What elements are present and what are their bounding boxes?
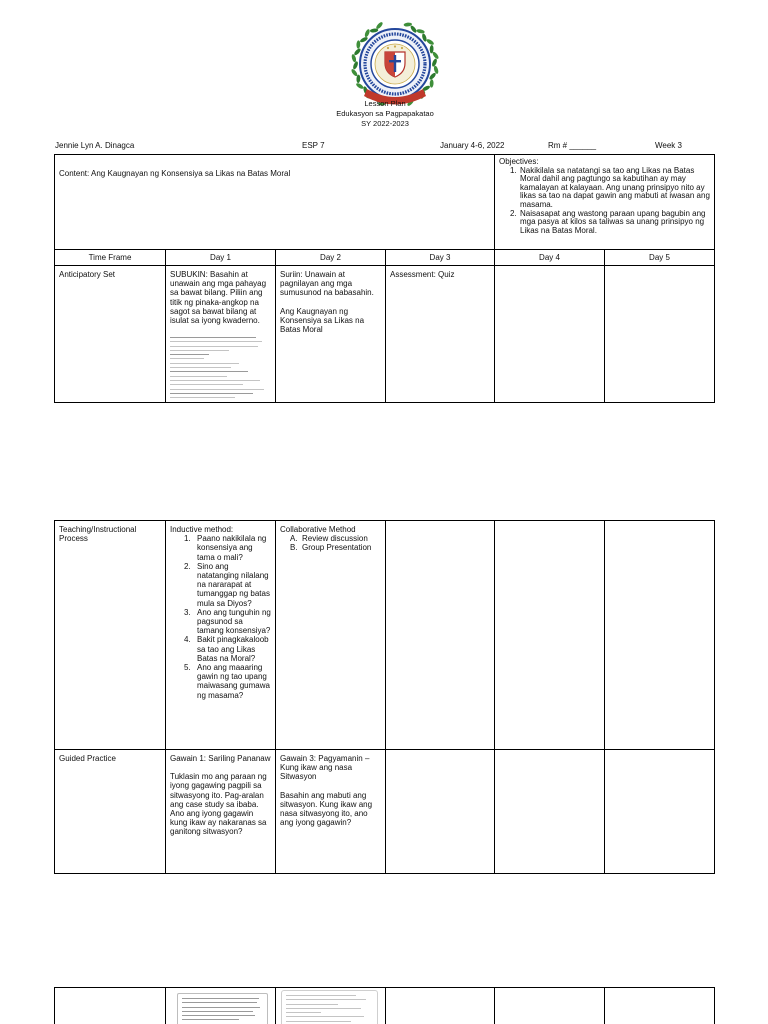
objective-number: 2. — [510, 208, 517, 218]
anticipatory-day3-cell — [386, 266, 495, 403]
row-label-text: Anticipatory Set — [59, 270, 116, 279]
question-list — [170, 534, 271, 700]
column-header-day-2: Day 2 — [276, 250, 386, 266]
school-logo — [350, 19, 440, 109]
item-text: Sino ang natatanging nilalang na nararapat at tumanggap ng batas mula sa Diyos? — [197, 561, 270, 608]
laurel-leaf — [416, 29, 425, 35]
activity-day1-cell — [166, 988, 276, 1024]
teaching-day4-cell — [495, 521, 605, 750]
objective-text: Nakikilala sa natatangi sa tao ang Likas na Batas Moral dahil ang pagtungo sa kabutihan ay may kamalayan at kalayaan. Ang unang prinsipyo nito ay likas sa tao na dapat gawin ang mabuti at iwasan ang masama. — [520, 165, 710, 209]
subukin-instructions: SUBUKIN: Basahin at unawain ang mga pahayag sa bawat bilang. Piliin ang titik ng pinaka-angkop na sagot sa bawat bilang at isulat sa iyong kwaderno. — [170, 270, 267, 326]
item-number: 3. — [184, 607, 191, 617]
item-number: 1. — [184, 534, 191, 544]
laurel-leaf — [364, 29, 371, 38]
lesson-procedure-table — [54, 520, 715, 874]
column-header-day-4: Day 4 — [495, 250, 605, 266]
method-heading: Inductive method: — [170, 525, 234, 534]
item-letter: A. — [290, 534, 298, 544]
item-text: Ano ang maaaring gawin ng tao upang maiwasang gumawa ng masama? — [197, 663, 270, 700]
list-item — [170, 608, 271, 636]
laurel-leaf — [355, 82, 364, 90]
method-heading: Collaborative Method — [280, 525, 356, 534]
list-item — [280, 534, 381, 543]
row-label-text: Guided Practice — [59, 754, 116, 763]
laurel-leaf — [351, 54, 357, 63]
lesson-date: January 4-6, 2022 — [440, 141, 505, 150]
objective-item — [499, 167, 710, 210]
activity-day4-cell — [495, 988, 605, 1024]
item-number: 2. — [184, 561, 191, 571]
guided-day5-cell — [605, 750, 715, 874]
activity-day5-cell — [605, 988, 715, 1024]
activity-instructions: Tuklasin mo ang paraan ng iyong gagawing pagpili sa sitwasyong ito. Pag-aralan ang case study sa ibaba. Ano ang iyong gagawin kung ikaw ay nakaranas sa ganitong sitwasyon? — [170, 772, 267, 837]
activity-title: Gawain 1: Sariling Pananaw — [170, 754, 271, 763]
item-text: Bakit pinagkakaloob sa tao ang Likas Batas na Moral? — [197, 635, 269, 663]
school-year: SY 2022-2023 — [361, 119, 409, 128]
page-bottom-clip — [0, 987, 768, 1024]
teacher-name: Jennie Lyn A. Dinagca — [55, 141, 135, 150]
content-cell — [55, 155, 495, 250]
row-label-guided-practice — [55, 750, 166, 874]
activity-instructions: Basahin ang mabuti ang sitwasyon. Kung ikaw ang nasa sitwasyong ito, ano ang iyong gagawin? — [280, 790, 373, 828]
activity-list — [280, 534, 381, 552]
objectives-label: Objectives: — [499, 157, 539, 166]
laurel-leaf — [352, 61, 359, 70]
list-item — [170, 562, 271, 608]
assessment-text: Assessment: Quiz — [390, 270, 455, 279]
item-number: 4. — [184, 635, 191, 645]
anticipatory-day5-cell — [605, 266, 715, 403]
laurel-leaf — [433, 65, 439, 74]
content-text: Content: Ang Kaugnayan ng Konsensiya sa Likas na Batas Moral — [59, 169, 291, 178]
teaching-day2-cell — [276, 521, 386, 750]
anticipatory-day4-cell — [495, 266, 605, 403]
document-subject: Edukasyon sa Pagpapakatao — [336, 109, 434, 118]
guided-day1-cell — [166, 750, 276, 874]
document-title: Lesson Plan — [364, 99, 406, 108]
item-text: Group Presentation — [302, 543, 372, 553]
activity-day3-cell — [386, 988, 495, 1024]
anticipatory-day1-cell — [166, 266, 276, 403]
teaching-day1-cell — [166, 521, 276, 750]
suriin-instructions: Suriin: Unawain at pagnilayan ang mga sumusunod na babasahin. — [280, 270, 374, 298]
row-label-empty — [55, 988, 166, 1024]
grade-subject: ESP 7 — [302, 141, 325, 150]
lesson-overview-table — [54, 154, 715, 403]
room-number: Rm # ______ — [548, 141, 597, 150]
worksheet-thumbnail — [170, 335, 268, 398]
objective-item — [499, 210, 710, 236]
situation-thumbnail — [281, 990, 378, 1024]
column-header-day-5: Day 5 — [605, 250, 715, 266]
guided-day3-cell — [386, 750, 495, 874]
objectives-cell — [495, 155, 715, 250]
case-study-thumbnail — [177, 993, 268, 1024]
lesson-activity-table — [54, 987, 715, 1024]
objective-number: 1. — [510, 165, 517, 175]
week-label: Week 3 — [655, 141, 682, 150]
list-item — [170, 663, 271, 700]
column-header-time-frame: Time Frame — [55, 250, 166, 266]
objective-text: Naisasapat ang wastong paraan upang bagubin ang mga pasya at kilos sa taliwas sa unang prinsipyo ng Likas na Batas Moral. — [520, 208, 706, 235]
laurel-leaf — [356, 40, 360, 49]
row-label-anticipatory-set — [55, 266, 166, 403]
anticipatory-day2-cell — [276, 266, 386, 403]
document-title-block — [1, 99, 768, 129]
row-label-text: Teaching/Instructional Process — [59, 525, 137, 544]
laurel-leaf — [431, 58, 438, 67]
guided-day2-cell — [276, 750, 386, 874]
row-label-teaching-process — [55, 521, 166, 750]
list-item — [170, 534, 271, 562]
reading-title: Ang Kaugnayan ng Konsensiya sa Likas na Batas Moral — [280, 306, 365, 335]
activity-day2-cell — [276, 988, 386, 1024]
list-item — [170, 635, 271, 663]
teaching-day5-cell — [605, 521, 715, 750]
column-header-day-1: Day 1 — [166, 250, 276, 266]
laurel-leaf — [430, 79, 434, 88]
laurel-leaf — [426, 38, 435, 46]
item-text: Review discussion — [302, 534, 368, 544]
column-header-day-3: Day 3 — [386, 250, 495, 266]
laurel-leaf — [375, 21, 384, 30]
item-text: Ano ang tunguhin ng pagsunod sa tamang konsensiya? — [197, 607, 271, 636]
item-letter: B. — [290, 543, 298, 553]
teaching-day3-cell — [386, 521, 495, 750]
activity-title: Gawain 3: Pagyamanin – Kung ikaw ang nasa Sitwasyon — [280, 754, 370, 782]
item-text: Paano nakikilala ng konsensiya ang tama o mali? — [197, 534, 267, 562]
list-item — [280, 543, 381, 552]
item-number: 5. — [184, 663, 191, 673]
guided-day4-cell — [495, 750, 605, 874]
